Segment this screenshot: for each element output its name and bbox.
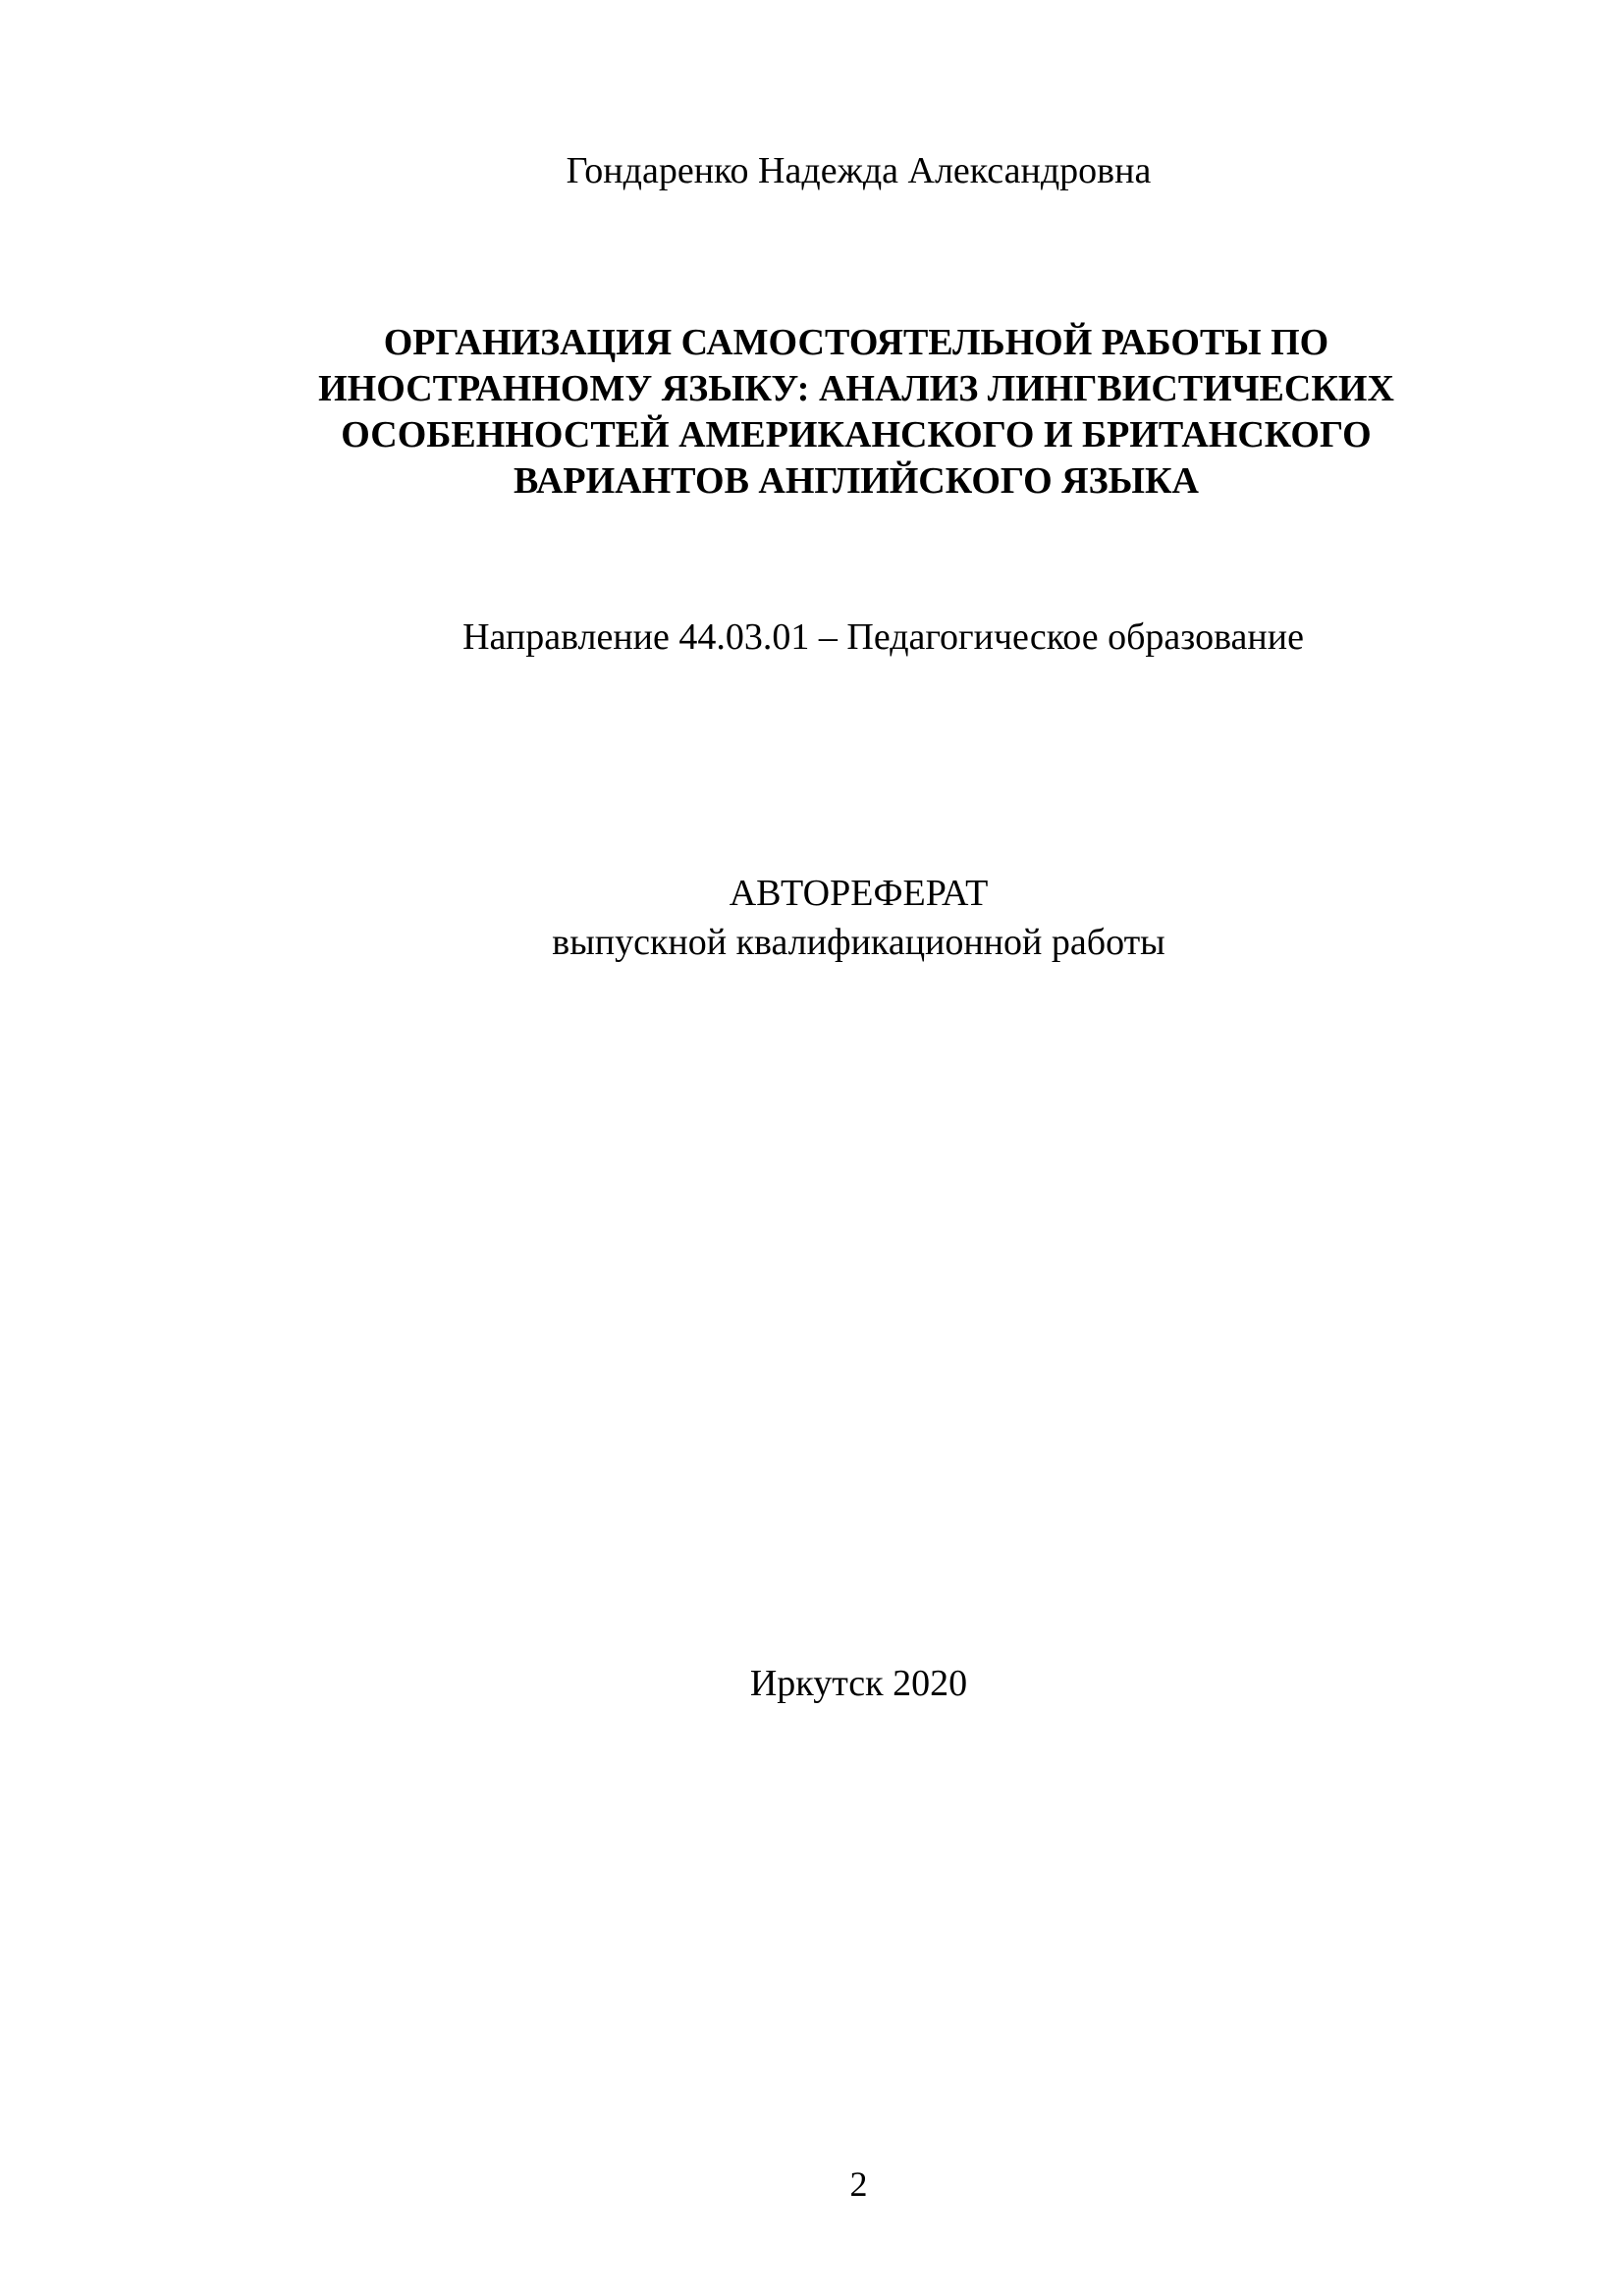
document-subtype: выпускной квалификационной работы xyxy=(552,922,1165,963)
thesis-title-line: ОСОБЕННОСТЕЙ АМЕРИКАНСКОГО И БРИТАНСКОГО xyxy=(341,414,1372,455)
thesis-title-line: ИНОСТРАННОМУ ЯЗЫКУ: АНАЛИЗ ЛИНГВИСТИЧЕСКИХ xyxy=(318,368,1394,409)
document-type: АВТОРЕФЕРАТ xyxy=(729,873,989,914)
page-number: 2 xyxy=(849,2164,868,2204)
thesis-title-line: ОРГАНИЗАЦИЯ САМОСТОЯТЕЛЬНОЙ РАБОТЫ ПО xyxy=(383,322,1329,363)
thesis-title xyxy=(0,320,1624,505)
thesis-title-line: ВАРИАНТОВ АНГЛИЙСКОГО ЯЗЫКА xyxy=(514,460,1199,502)
study-direction: Направление 44.03.01 – Педагогическое образование xyxy=(462,616,1304,658)
author-name: Гондаренко Надежда Александровна xyxy=(566,150,1152,191)
city-year: Иркутск 2020 xyxy=(749,1663,968,1704)
